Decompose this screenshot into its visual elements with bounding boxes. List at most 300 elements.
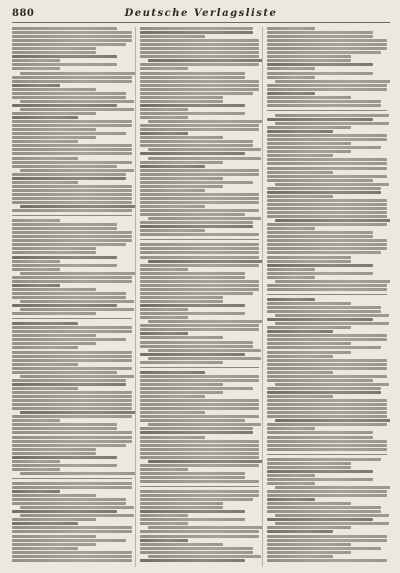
text-line [275, 80, 390, 83]
text-line [267, 260, 351, 263]
block-divider [140, 239, 260, 240]
text-line [267, 88, 387, 91]
text-line [267, 379, 372, 382]
text-line [267, 346, 381, 349]
text-line [140, 324, 260, 327]
text-line [12, 452, 96, 455]
text-line [140, 510, 245, 513]
text-line [140, 407, 260, 410]
text-line [12, 403, 132, 406]
text-line [12, 193, 132, 196]
text-line [267, 330, 333, 333]
text-line [12, 342, 96, 345]
text-line [267, 130, 333, 133]
text-line [140, 361, 224, 364]
column-2 [140, 27, 264, 567]
text-line [148, 157, 262, 160]
text-line [267, 167, 387, 170]
text-line [267, 462, 351, 465]
text-line [140, 316, 188, 319]
text-line [267, 211, 387, 214]
text-line [275, 419, 390, 422]
text-line [12, 177, 126, 180]
text-line [20, 205, 136, 208]
text-line [20, 272, 136, 275]
text-line [12, 223, 117, 226]
text-line [12, 247, 96, 250]
text-line [267, 535, 387, 538]
text-line [267, 466, 351, 469]
text-line [12, 165, 117, 168]
text-line [12, 482, 132, 485]
text-line [267, 84, 387, 87]
text-line [148, 349, 262, 352]
text-line [267, 231, 372, 234]
text-line [267, 494, 387, 497]
text-line [267, 363, 387, 366]
text-line [140, 225, 254, 228]
text-line [12, 399, 132, 402]
text-line [140, 229, 206, 232]
text-line [140, 31, 254, 34]
text-line [267, 302, 351, 305]
text-line [12, 260, 60, 263]
text-line [12, 96, 126, 99]
text-line [12, 530, 132, 533]
text-line [12, 383, 126, 386]
text-line [12, 112, 96, 115]
text-line [140, 72, 245, 75]
text-line [140, 181, 254, 184]
text-line [140, 336, 224, 339]
text-line [12, 490, 60, 493]
text-line [12, 219, 60, 222]
text-line [140, 193, 260, 196]
text-line [148, 320, 264, 323]
text-line [267, 415, 387, 418]
text-line [140, 201, 260, 204]
text-line [267, 276, 315, 279]
page-number: 880 [12, 8, 35, 19]
text-line [140, 391, 224, 394]
text-line [140, 452, 260, 455]
text-line [12, 419, 60, 422]
text-line [12, 359, 132, 362]
text-line [12, 494, 96, 497]
text-line [275, 514, 389, 517]
text-line [275, 122, 389, 125]
text-line [140, 39, 260, 42]
text-line [12, 161, 132, 164]
text-line [12, 526, 132, 529]
text-line [12, 464, 117, 467]
text-line [267, 371, 333, 374]
text-line [12, 312, 96, 315]
text-line [20, 375, 134, 378]
block-divider [12, 478, 132, 479]
text-line [267, 264, 372, 267]
text-line [140, 371, 206, 374]
text-line [12, 304, 117, 307]
text-line [267, 96, 351, 99]
text-line [267, 187, 381, 190]
text-line [20, 72, 136, 75]
text-line [267, 547, 381, 550]
text-line [267, 251, 381, 254]
text-line [267, 498, 315, 501]
text-line [267, 326, 351, 329]
text-line [140, 530, 260, 533]
block-divider [140, 486, 260, 487]
text-line [140, 308, 188, 311]
text-line [267, 158, 387, 161]
text-line [267, 395, 333, 398]
text-line [140, 132, 188, 135]
text-line [20, 514, 134, 517]
text-line [12, 427, 117, 430]
text-line [140, 165, 206, 168]
text-line [140, 288, 260, 291]
text-line [12, 181, 78, 184]
text-line [12, 322, 78, 325]
text-line [12, 59, 60, 62]
text-line [20, 411, 136, 414]
text-line [12, 559, 132, 562]
text-line [267, 530, 333, 533]
text-line [267, 403, 387, 406]
text-line [267, 407, 387, 410]
text-line [140, 494, 260, 497]
text-line [140, 63, 260, 66]
text-line [12, 80, 132, 83]
text-line [140, 140, 254, 143]
text-line [12, 104, 117, 107]
text-line [267, 179, 372, 182]
text-line [140, 88, 260, 91]
text-line [267, 215, 387, 218]
text-line [140, 300, 224, 303]
text-line [140, 419, 245, 422]
text-line [267, 203, 387, 206]
text-line [140, 264, 260, 267]
text-line [12, 209, 132, 212]
text-line [140, 551, 254, 554]
text-line [12, 367, 132, 370]
text-line [267, 247, 387, 250]
text-line [20, 300, 134, 303]
text-line [267, 367, 387, 370]
text-line [140, 43, 260, 46]
text-line [140, 197, 260, 200]
text-line [140, 514, 188, 517]
text-line [12, 486, 132, 489]
text-line [12, 124, 132, 127]
text-line [140, 345, 254, 348]
text-line [12, 148, 132, 151]
text-line [140, 233, 260, 236]
text-line [148, 260, 264, 263]
text-line [267, 134, 387, 137]
text-line [12, 379, 126, 382]
text-line [140, 547, 254, 550]
text-line [267, 298, 315, 301]
text-line [140, 304, 245, 307]
text-line [140, 205, 206, 208]
text-line [140, 100, 224, 103]
text-line [140, 96, 224, 99]
text-line [12, 502, 126, 505]
text-line [267, 551, 351, 554]
text-line [140, 399, 260, 402]
text-line [20, 308, 134, 311]
text-line [140, 276, 245, 279]
text-line [12, 535, 96, 538]
text-line [275, 486, 390, 489]
text-line [12, 440, 132, 443]
text-line [12, 189, 132, 192]
text-line [140, 312, 245, 315]
text-line [275, 183, 389, 186]
text-line [12, 43, 126, 46]
text-line [140, 436, 206, 439]
text-line [140, 136, 224, 139]
text-line [267, 118, 372, 121]
text-line [267, 223, 387, 226]
text-line [267, 482, 315, 485]
text-line [140, 112, 245, 115]
text-line [140, 124, 260, 127]
text-line [140, 332, 188, 335]
text-line [12, 351, 132, 354]
text-line [140, 243, 260, 246]
text-line [267, 399, 387, 402]
text-line [267, 142, 351, 145]
block-divider [267, 294, 387, 295]
text-line [12, 555, 132, 558]
text-line [267, 138, 387, 141]
column-1 [12, 27, 136, 567]
text-line [12, 355, 132, 358]
text-line [267, 239, 387, 242]
text-line [267, 162, 387, 165]
text-line [140, 189, 206, 192]
text-line [275, 383, 389, 386]
text-line [140, 464, 260, 467]
text-line [140, 247, 260, 250]
text-line [12, 391, 132, 394]
text-line [267, 59, 351, 62]
text-line [20, 100, 134, 103]
text-line [267, 351, 351, 354]
text-line [140, 47, 260, 50]
text-line [267, 55, 351, 58]
text-line [140, 440, 260, 443]
text-line [148, 217, 262, 220]
text-line [267, 243, 387, 246]
text-line [140, 379, 260, 382]
text-line [140, 251, 260, 254]
text-line [12, 55, 117, 58]
text-line [12, 510, 117, 513]
block-divider [267, 110, 387, 111]
text-line [267, 510, 381, 513]
text-line [148, 555, 262, 558]
text-line [140, 185, 224, 188]
text-line [12, 498, 126, 501]
text-line [140, 292, 254, 295]
text-line [12, 522, 78, 525]
text-line [12, 268, 60, 271]
text-line [140, 268, 188, 271]
text-line [267, 72, 372, 75]
text-line [12, 31, 132, 34]
text-line [20, 506, 134, 509]
text-line [12, 35, 132, 38]
text-line [12, 518, 96, 521]
text-line [267, 154, 333, 157]
text-line [12, 326, 132, 329]
text-line [12, 84, 60, 87]
text-line [140, 144, 254, 147]
text-line [12, 39, 132, 42]
text-line [267, 288, 387, 291]
text-line [267, 470, 372, 473]
text-line [12, 67, 60, 70]
text-line [267, 92, 315, 95]
text-line [12, 284, 60, 287]
text-line [12, 547, 78, 550]
text-line [140, 284, 260, 287]
text-line [140, 353, 245, 356]
text-line [140, 108, 188, 111]
text-line [148, 120, 264, 123]
text-line [140, 395, 206, 398]
text-line [267, 146, 381, 149]
text-line [267, 104, 381, 107]
text-line [267, 474, 315, 477]
text-line [267, 342, 351, 345]
text-line [140, 543, 224, 546]
text-line [267, 423, 387, 426]
text-line [267, 235, 372, 238]
text-line [12, 185, 132, 188]
text-line [275, 219, 390, 222]
text-line [140, 387, 254, 390]
text-line [267, 427, 315, 430]
text-line [12, 231, 132, 234]
text-line [267, 436, 372, 439]
text-line [12, 448, 96, 451]
text-line [12, 423, 117, 426]
text-line [148, 59, 264, 62]
text-line [140, 328, 260, 331]
text-line [12, 239, 132, 242]
text-line [12, 431, 132, 434]
text-line [267, 448, 387, 451]
text-line [140, 535, 260, 538]
text-line [140, 403, 260, 406]
text-line [140, 27, 254, 30]
text-line [140, 55, 260, 58]
text-line [267, 35, 372, 38]
text-line [148, 357, 262, 360]
text-line [12, 371, 117, 374]
text-line [267, 227, 315, 230]
text-line [140, 415, 260, 418]
text-line [12, 88, 96, 91]
text-line [148, 423, 262, 426]
text-line [140, 427, 254, 430]
text-line [140, 35, 206, 38]
text-line [148, 526, 264, 529]
text-line [12, 276, 132, 279]
text-line [140, 468, 188, 471]
text-line [267, 411, 387, 414]
text-line [267, 375, 387, 378]
text-line [12, 27, 117, 30]
text-line [275, 522, 389, 525]
text-line [267, 359, 387, 362]
text-line [12, 136, 96, 139]
text-line [267, 47, 387, 50]
text-line [267, 67, 315, 70]
text-line [140, 161, 224, 164]
text-line [12, 201, 132, 204]
text-line [12, 407, 132, 410]
text-line [12, 444, 126, 447]
text-line [12, 144, 132, 147]
text-line [140, 256, 260, 259]
text-line [140, 383, 224, 386]
text-line [267, 490, 387, 493]
text-line [267, 355, 333, 358]
text-line [140, 341, 254, 344]
block-divider [267, 454, 387, 455]
text-line [140, 375, 260, 378]
text-line [275, 114, 389, 117]
text-line [12, 51, 96, 54]
text-line [140, 169, 260, 172]
text-line [267, 39, 387, 42]
text-line [267, 502, 351, 505]
text-line [140, 472, 245, 475]
text-line [140, 431, 254, 434]
text-line [267, 76, 315, 79]
text-line [140, 480, 260, 483]
text-line [267, 431, 372, 434]
text-line [140, 456, 260, 459]
block-divider [12, 318, 132, 319]
text-line [140, 411, 206, 414]
text-line [12, 346, 78, 349]
text-line [12, 197, 132, 200]
text-line [267, 334, 387, 337]
text-line [12, 551, 132, 554]
text-line [20, 169, 134, 172]
text-line [140, 559, 245, 562]
text-line [148, 148, 262, 151]
text-line [140, 444, 260, 447]
text-line [267, 27, 315, 30]
text-line [140, 116, 188, 119]
text-line [267, 191, 381, 194]
text-line [12, 264, 117, 267]
text-line [140, 272, 245, 275]
text-line [267, 126, 351, 129]
text-line [275, 280, 390, 283]
text-line [275, 322, 389, 325]
text-line [12, 395, 132, 398]
